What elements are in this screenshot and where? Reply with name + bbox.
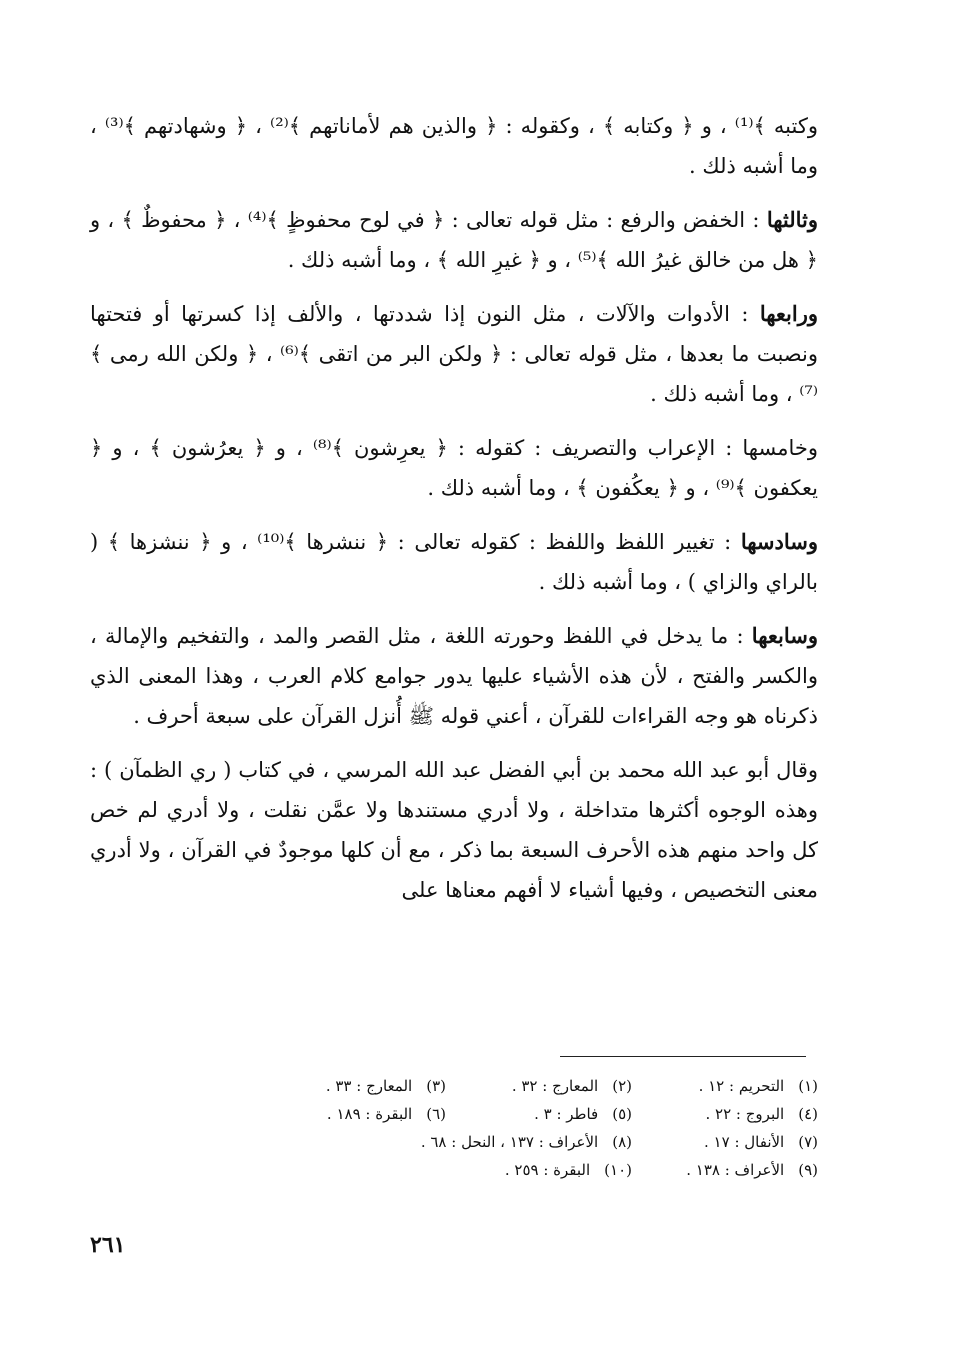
footnote-number: (٢) xyxy=(612,1077,632,1095)
footnote-text: البروج : ٢٢ . xyxy=(705,1105,785,1123)
footnote-text: البقرة : ١٨٩ . xyxy=(326,1105,413,1123)
paragraph-lead: وثالثها xyxy=(766,207,819,232)
paragraph-lead: وسادسها xyxy=(740,529,818,554)
paragraph-5 xyxy=(90,522,818,602)
footnote-number: (٦) xyxy=(426,1105,446,1123)
footnote-row xyxy=(198,1156,818,1184)
footnote-item xyxy=(446,1156,632,1184)
footnotes xyxy=(198,1072,818,1184)
paragraph-text: وكتبه ﴾⁽¹⁾ ، و ﴿ وكتابه ﴾ ، وكقوله : ﴿ والذين هم لأماناتهم ﴾⁽²⁾ ، ﴿ وشهادتهم ﴾⁽³⁾ ، وما أشبه ذلك . xyxy=(90,114,818,178)
paragraph-4 xyxy=(90,428,818,508)
footnote-item xyxy=(446,1072,632,1100)
paragraph-7 xyxy=(90,750,818,910)
footnote-divider xyxy=(560,1056,806,1057)
footnote-number: (٣) xyxy=(426,1077,446,1095)
paragraph-1 xyxy=(90,106,818,186)
paragraph-3 xyxy=(90,294,818,414)
paragraph-lead: ورابعها xyxy=(759,301,818,326)
footnote-row xyxy=(198,1072,818,1100)
paragraph-text: وقال أبو عبد الله محمد بن أبي الفضل عبد الله المرسي ، في كتاب ( ري الظمآن ) : وهذه الوجوه أكثرها متداخلة ، ولا أدري مستندها ولا عمَّن نقلت ، ولا أدري لم خص كل واحد منهم هذه الأحرف السبعة بما ذكر ، مع أن كلها موجودٌ في القرآن ، ولا أدري معنى التخصيص ، وفيها أشياء لا أفهم معناها على xyxy=(90,758,818,902)
footnote-number: (٩) xyxy=(798,1161,818,1179)
paragraph-2 xyxy=(90,200,818,280)
footnote-row xyxy=(198,1128,818,1156)
footnote-item xyxy=(260,1128,632,1156)
paragraph-text: : ما يدخل في اللفظ وحورته اللغة ، مثل القصر والمد ، والتفخيم والإمالة ، والكسر والفتح ، لأن هذه الأشياء عليها يدور جوامع كلام العرب ، وهذا المعنى الذي ذكرناه هو وجه القراءات للقرآن ، أعني قوله ﷺ أُنزل القرآن على سبعة أحرف . xyxy=(90,624,818,728)
footnote-text: الأعراف : ١٣٧ ، النحل : ٦٨ . xyxy=(420,1133,599,1151)
footnote-item xyxy=(632,1128,818,1156)
paragraph-lead: وسابعها xyxy=(751,623,818,648)
footnote-text: التحريم : ١٢ . xyxy=(698,1077,785,1095)
footnote-number: (٤) xyxy=(798,1105,818,1123)
footnote-text: فاطر : ٣ . xyxy=(534,1105,599,1123)
footnote-item xyxy=(632,1072,818,1100)
footnote-number: (٧) xyxy=(798,1133,818,1151)
paragraph-text: وخامسها : الإعراب والتصريف : كقوله : ﴿ يعرِشون ﴾⁽⁸⁾ ، و ﴿ يعرُشون ﴾ ، و ﴿ يعكفون ﴾⁽⁹⁾ ، و ﴿ يعكُفون ﴾ ، وما أشبه ذلك . xyxy=(90,436,818,500)
footnote-item xyxy=(632,1100,818,1128)
footnote-item xyxy=(260,1100,446,1128)
footnote-row xyxy=(198,1100,818,1128)
footnote-number: (١) xyxy=(798,1077,818,1095)
footnote-text: البقرة : ٢٥٩ . xyxy=(504,1161,591,1179)
footnote-number: (٨) xyxy=(612,1133,632,1151)
footnote-text: الأنفال : ١٧ . xyxy=(704,1133,785,1151)
page-number: ٢٦١ xyxy=(90,1232,126,1258)
footnote-item xyxy=(632,1156,818,1184)
page-body xyxy=(90,106,818,924)
paragraph-6 xyxy=(90,616,818,736)
paragraph-text: : الأدوات والآلات ، مثل النون إذا شددتها ، والألف إذا كسرتها أو فتحتها ونصبت ما بعدها ، مثل قوله تعالى : ﴿ ولكن البر من اتقى ﴾⁽⁶⁾ ، ﴿ ولكن الله رمى ﴾⁽⁷⁾ ، وما أشبه ذلك . xyxy=(90,302,818,406)
footnote-text: الأعراف : ١٣٨ . xyxy=(686,1161,785,1179)
footnote-text: المعارج : ٣٣ . xyxy=(325,1077,413,1095)
footnote-number: (١٠) xyxy=(604,1161,632,1179)
footnote-text: المعارج : ٣٢ . xyxy=(511,1077,599,1095)
footnote-item xyxy=(446,1100,632,1128)
footnote-item xyxy=(260,1072,446,1100)
footnote-number: (٥) xyxy=(612,1105,632,1123)
paragraph-text: : تغيير اللفظ واللفظ : كقوله تعالى : ﴿ ننشرها ﴾⁽¹⁰⁾ ، و ﴿ ننشزها ﴾ ( بالراي والزاي ) ، وما أشبه ذلك . xyxy=(90,530,818,594)
paragraph-text: : الخفض والرفع : مثل قوله تعالى : ﴿ في لوح محفوظٍ ﴾⁽⁴⁾ ، ﴿ محفوظٌ ﴾ ، و ﴿ هل من خالق غيرُ الله ﴾⁽⁵⁾ ، و ﴿ غيرِ الله ﴾ ، وما أشبه ذلك . xyxy=(90,208,818,272)
